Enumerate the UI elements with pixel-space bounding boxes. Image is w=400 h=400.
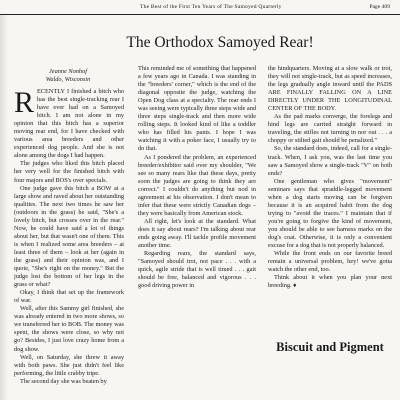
paragraph: Regarding rears, the standard says, "Samoyed should trot, not pace . . . with a quick, agile stride that is well timed . . . gait should be free, balanced and vigorous . . . good driving power in — [138, 250, 256, 290]
text-column-1 — [14, 88, 124, 400]
byline — [14, 68, 122, 84]
gutter-shadow — [0, 14, 8, 400]
running-head-title: The Best of the First Ten Years of The Samoyed Quarterly — [140, 4, 282, 10]
paragraph: One judge gave this bitch a BOW at a large show and raved about her outstanding qualities. The next two times he saw her (outdoors in the grass) he said, "She's a lovely bitch, but crosses over in the rear." Now, he could have said a lot of things about her, but that wasn't one of them. This is when I realized some area breeders – at least three of them – look at her (again in the grass) and their opinion was, and I quote, "She's right on the money." But the judge lost the bottom of her legs in the grass or what? — [14, 184, 124, 289]
paragraph: Well, on Saturday, she threw it away with both paws. She just didn't feel like performing, the little crabby tripe. — [14, 353, 124, 377]
running-head — [0, 0, 400, 15]
paragraph: As the pad marks converge, the forelegs and hind legs are carried straight forward in traveling, the stifles not turning in nor out . . . a choppy or stilted gait should be penalized." — [268, 113, 392, 145]
article-title: The Orthodox Samoyed Rear! — [126, 34, 314, 51]
drop-cap: R — [14, 88, 35, 119]
paragraph: Think about it when you plan your next breeding. ♦ — [268, 274, 392, 290]
paragraph: The judges who liked this bitch placed her very well for the finished bitch with four majors and BOS's over specials. — [14, 160, 124, 184]
paragraph: As I pondered the problem, an experienced breeder/exhibitor said over my shoulder, "We see so many rears like that these days, pretty soon the judges are going to think they are correct." I couldn't do anything but nod in agreement at his observation. I don't mean to infer that these were strictly Canadian dogs – they were basically from American stock. — [138, 153, 256, 217]
paragraph: While the front ends on our favorite breed remain a universal problem, hey! we've gotta watch the other end, too. — [268, 250, 392, 274]
text-column-3 — [268, 65, 392, 385]
paragraph: RECENTLY I finished a bitch who has the best single-tracking rear I have ever had on a Samoyed bitch. I am not alone in my opinion that this bitch has a superior moving rear end, for I have checked with various area breeders and other experienced dog people. And she is not alone among the dogs I had happen. — [14, 88, 124, 160]
paragraph: So, the standard does, indeed, call for a single-track. When, I ask you, was the last time you saw a Samoyed show a single-track "V" on both ends? — [268, 145, 392, 177]
paragraph: All right, let's look at the standard. What does it say about rears? I'm talking about rear ends going away. I'll tackle profile movement another time. — [138, 217, 256, 250]
emphasized-text: PADS ARE FINALLY FALLING ON A LINE DIRECTLY UNDER THE LONGITUDINAL CENTER OF THE BODY. — [268, 81, 392, 113]
author-location: Waldo, Wisconsin — [45, 76, 91, 83]
paragraph: Well, after this Sammy girl finished, she was already entered in two more shows, so we transferred her to BOB. The money was spent, the shows were close, so why not go? Besides, I just love crazy home from a dog show. — [14, 305, 124, 353]
paragraph: Okay, I think that set up the framework of war. — [14, 289, 124, 305]
next-article-title: Biscuit and Pigment — [276, 340, 384, 354]
paragraph: One gentleman who gives "movement" seminars says that spraddle-legged movement when a dog starts moving can be forgiven because it is an acquired habit from the dog trying to "avoid the traces." I maintain that if you're going to forgive the kind of movement, you should be able to see harness marks on the dog's coat. Otherwise, it is only a convenient excuse for a dog that is not properly balanced. — [268, 177, 392, 250]
author-name: Jeanne Nonhof — [49, 68, 87, 75]
page-number: Page 409 — [369, 4, 390, 10]
paragraph: the hindquarters. Moving at a slow walk or trot, they will not single-track, but as speed increases, the legs gradually angle inward until the PADS ARE FINALLY FALLING ON A LINE DIRECTLY UNDER THE LONGITUDINAL CENTER OF THE BODY. — [268, 65, 392, 113]
paragraph: This reminded me of something that happened a few years ago in Canada. I was standing in the "breeders' corner," which is the end of the diagonal opposite the judge, watching the Open Dog class at a specialty. The rear ends I was seeing were typically three steps wide and three steps single-track and then more wide rolling steps. It looked kind of like a toddler who has filled his pants. I hope I was watching it with a poker face, I usually try to do that. — [138, 65, 256, 153]
text-column-2 — [138, 65, 256, 385]
paragraph: The second day she was beaten by — [20, 377, 107, 385]
